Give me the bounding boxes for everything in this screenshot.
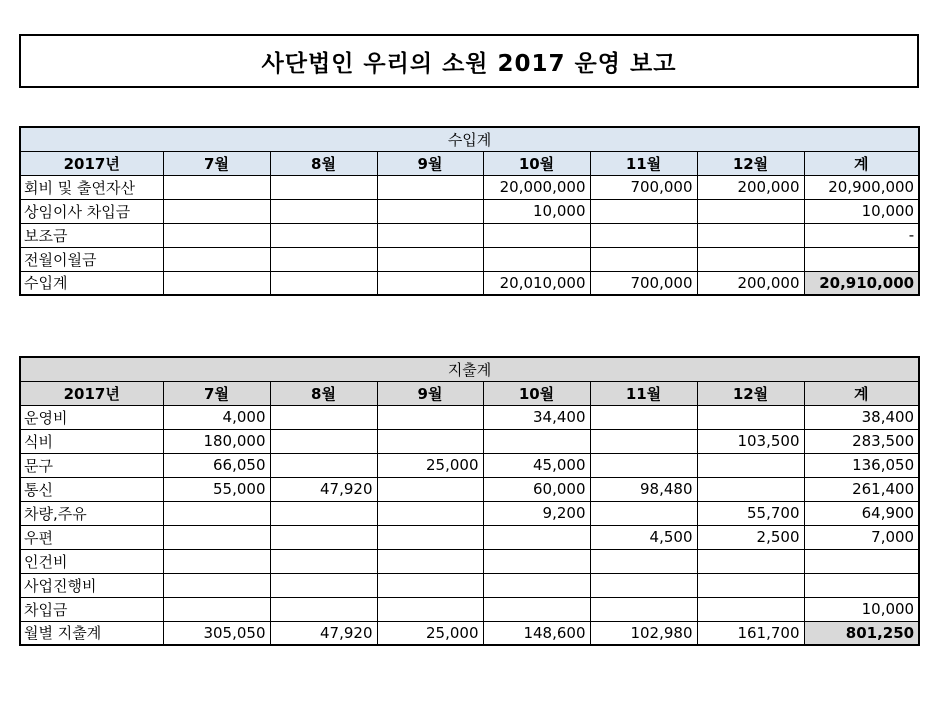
table-cell[interactable] (270, 549, 377, 573)
expense-section-title: 지출계 (20, 357, 919, 381)
table-cell[interactable]: 283,500 (804, 429, 919, 453)
row-label[interactable]: 통신 (20, 477, 163, 501)
table-cell[interactable]: 103,500 (697, 429, 804, 453)
table-cell[interactable] (377, 223, 483, 247)
row-label[interactable]: 인건비 (20, 549, 163, 573)
table-cell[interactable] (270, 247, 377, 271)
table-cell[interactable] (590, 199, 697, 223)
table-cell[interactable] (590, 501, 697, 525)
table-cell[interactable]: 10,000 (483, 199, 590, 223)
table-cell[interactable] (270, 175, 377, 199)
table-cell[interactable]: 38,400 (804, 405, 919, 429)
row-label[interactable]: 월별 지출계 (20, 621, 163, 645)
income-grand-total[interactable]: 20,910,000 (804, 271, 919, 295)
row-label[interactable]: 사업진행비 (20, 573, 163, 597)
table-cell[interactable]: 55,700 (697, 501, 804, 525)
table-row (20, 453, 919, 477)
table-cell[interactable] (377, 247, 483, 271)
table-cell[interactable] (163, 223, 270, 247)
table-row (20, 501, 919, 525)
header-cell: 7월 (163, 381, 270, 405)
table-cell[interactable]: 7,000 (804, 525, 919, 549)
table-cell[interactable] (270, 501, 377, 525)
table-cell[interactable] (270, 429, 377, 453)
table-row (20, 549, 919, 573)
income-total-row (20, 271, 919, 295)
table-row (20, 223, 919, 247)
header-cell: 12월 (697, 151, 804, 175)
expense-header-row (20, 381, 919, 405)
table-cell[interactable] (163, 549, 270, 573)
table-cell[interactable]: 102,980 (590, 621, 697, 645)
header-cell: 12월 (697, 381, 804, 405)
table-cell[interactable] (804, 549, 919, 573)
table-row (20, 405, 919, 429)
table-row (20, 477, 919, 501)
table-cell[interactable] (270, 453, 377, 477)
header-cell: 7월 (163, 151, 270, 175)
table-cell[interactable]: 47,920 (270, 621, 377, 645)
row-label[interactable]: 수입계 (20, 271, 163, 295)
table-cell[interactable]: 305,050 (163, 621, 270, 645)
table-cell[interactable]: 20,010,000 (483, 271, 590, 295)
table-cell[interactable]: 9,200 (483, 501, 590, 525)
table-cell[interactable] (163, 573, 270, 597)
table-cell[interactable] (590, 453, 697, 477)
table-cell[interactable]: 47,920 (270, 477, 377, 501)
table-cell[interactable] (163, 271, 270, 295)
header-cell: 11월 (590, 151, 697, 175)
table-cell[interactable] (163, 175, 270, 199)
row-label[interactable]: 회비 및 출연자산 (20, 175, 163, 199)
report-title: 사단법인 우리의 소원 2017 운영 보고 (19, 34, 919, 88)
table-cell[interactable] (377, 271, 483, 295)
table-row (20, 597, 919, 621)
table-cell[interactable] (697, 597, 804, 621)
table-cell[interactable]: 25,000 (377, 453, 483, 477)
table-cell[interactable] (697, 549, 804, 573)
table-row (20, 199, 919, 223)
header-cell: 11월 (590, 381, 697, 405)
header-cell: 2017년 (20, 381, 163, 405)
table-cell[interactable]: 180,000 (163, 429, 270, 453)
table-cell[interactable] (483, 525, 590, 549)
table-cell[interactable] (483, 223, 590, 247)
table-cell[interactable]: 700,000 (590, 271, 697, 295)
table-row (20, 525, 919, 549)
header-cell: 계 (804, 151, 919, 175)
table-cell[interactable]: 25,000 (377, 621, 483, 645)
table-cell[interactable]: 200,000 (697, 271, 804, 295)
table-cell[interactable] (590, 247, 697, 271)
header-cell: 8월 (270, 151, 377, 175)
income-section-title: 수입계 (20, 127, 919, 151)
table-cell[interactable]: 10,000 (804, 199, 919, 223)
table-cell[interactable]: 55,000 (163, 477, 270, 501)
header-cell: 9월 (377, 151, 483, 175)
table-cell[interactable] (483, 429, 590, 453)
table-cell[interactable] (697, 247, 804, 271)
table-cell[interactable] (377, 199, 483, 223)
row-label[interactable]: 식비 (20, 429, 163, 453)
income-table (19, 126, 920, 296)
table-cell[interactable] (590, 573, 697, 597)
income-header-row (20, 151, 919, 175)
table-cell[interactable]: 20,900,000 (804, 175, 919, 199)
table-cell[interactable] (697, 405, 804, 429)
table-row (20, 247, 919, 271)
table-cell[interactable] (804, 247, 919, 271)
table-cell[interactable]: 66,050 (163, 453, 270, 477)
header-cell: 10월 (483, 151, 590, 175)
table-cell[interactable] (270, 405, 377, 429)
table-cell[interactable]: 98,480 (590, 477, 697, 501)
table-cell[interactable] (697, 199, 804, 223)
table-cell[interactable]: 2,500 (697, 525, 804, 549)
table-row (20, 573, 919, 597)
table-cell[interactable] (163, 501, 270, 525)
table-cell[interactable] (483, 573, 590, 597)
row-label[interactable]: 운영비 (20, 405, 163, 429)
table-cell[interactable]: 20,000,000 (483, 175, 590, 199)
table-cell[interactable] (483, 247, 590, 271)
table-cell[interactable] (483, 549, 590, 573)
table-cell[interactable]: 34,400 (483, 405, 590, 429)
header-cell: 계 (804, 381, 919, 405)
table-cell[interactable] (377, 477, 483, 501)
table-cell[interactable] (804, 573, 919, 597)
table-cell[interactable] (590, 597, 697, 621)
table-cell[interactable] (377, 429, 483, 453)
table-cell[interactable]: 700,000 (590, 175, 697, 199)
table-cell[interactable] (163, 247, 270, 271)
table-cell[interactable] (377, 525, 483, 549)
table-cell[interactable] (377, 549, 483, 573)
table-cell[interactable] (590, 223, 697, 247)
row-label[interactable]: 문구 (20, 453, 163, 477)
row-label[interactable]: 차입금 (20, 597, 163, 621)
table-cell[interactable] (377, 175, 483, 199)
table-cell[interactable] (590, 429, 697, 453)
table-cell[interactable]: 200,000 (697, 175, 804, 199)
row-label[interactable]: 우편 (20, 525, 163, 549)
table-cell[interactable] (590, 405, 697, 429)
table-cell[interactable]: 60,000 (483, 477, 590, 501)
row-label[interactable]: 보조금 (20, 223, 163, 247)
table-cell[interactable]: 148,600 (483, 621, 590, 645)
table-cell[interactable] (377, 501, 483, 525)
table-cell[interactable]: 45,000 (483, 453, 590, 477)
table-cell[interactable] (697, 453, 804, 477)
table-cell[interactable] (270, 223, 377, 247)
expense-grand-total[interactable]: 801,250 (804, 621, 919, 645)
table-cell[interactable] (270, 597, 377, 621)
table-cell[interactable] (377, 573, 483, 597)
table-row (20, 175, 919, 199)
row-label[interactable]: 차량,주유 (20, 501, 163, 525)
table-cell[interactable] (270, 573, 377, 597)
table-cell[interactable] (697, 223, 804, 247)
table-cell[interactable]: 64,900 (804, 501, 919, 525)
table-cell[interactable] (377, 597, 483, 621)
table-cell[interactable] (163, 199, 270, 223)
header-cell: 9월 (377, 381, 483, 405)
row-label[interactable]: 상임이사 차입금 (20, 199, 163, 223)
table-cell[interactable]: 136,050 (804, 453, 919, 477)
table-cell[interactable] (163, 525, 270, 549)
table-cell[interactable] (270, 271, 377, 295)
table-cell[interactable]: 10,000 (804, 597, 919, 621)
table-row (20, 429, 919, 453)
expense-table (19, 356, 920, 646)
table-cell[interactable] (697, 573, 804, 597)
table-cell[interactable]: 261,400 (804, 477, 919, 501)
header-cell: 10월 (483, 381, 590, 405)
table-cell[interactable] (270, 199, 377, 223)
table-cell[interactable]: 161,700 (697, 621, 804, 645)
table-cell[interactable] (377, 405, 483, 429)
table-cell[interactable]: 4,000 (163, 405, 270, 429)
header-cell: 8월 (270, 381, 377, 405)
table-cell[interactable] (697, 477, 804, 501)
table-cell[interactable] (483, 597, 590, 621)
table-cell[interactable] (590, 549, 697, 573)
table-cell[interactable] (163, 597, 270, 621)
expense-total-row (20, 621, 919, 645)
table-cell[interactable]: 4,500 (590, 525, 697, 549)
header-cell: 2017년 (20, 151, 163, 175)
row-label[interactable]: 전월이월금 (20, 247, 163, 271)
table-cell[interactable] (270, 525, 377, 549)
table-cell[interactable]: - (804, 223, 919, 247)
